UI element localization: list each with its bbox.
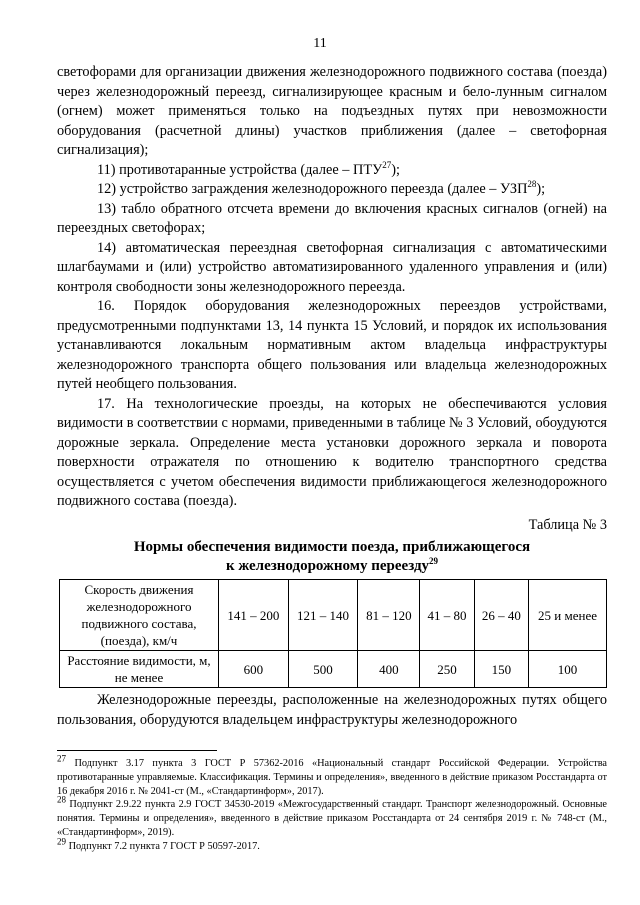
paragraph-continuation: светофорами для организации движения железнодорожного подвижного состава (поезда) через железнодорожный переезд, сигнализирующее красным и бело-лунным сигналом (огнем) может применяться только на подъездных путях при невозможности оборудования (расчетной длины) участков приближения (далее – светофорная сигнализация); [57, 64, 607, 158]
list-item-11 [57, 161, 607, 181]
table-caption: Таблица № 3 [528, 516, 607, 533]
table-cell-distance-3: 400 [358, 651, 420, 688]
paragraph-16: 16. Порядок оборудования железнодорожных переездов устройствами, предусмотренными подпунктами 13, 14 пункта 15 Условий, и порядок их использования устанавливаются локальным нормативным актом владельца инфраструктуры железнодорожного транспорта общего пользования или владельца железнодорожных путей необщего пользования. [57, 298, 607, 392]
footnote-29 [57, 836, 607, 854]
list-item-12 [57, 180, 607, 200]
visibility-norms-table [59, 579, 607, 688]
table-cell-speed-label: Скорость движения железнодорожного подвижного состава, (поезда), км/ч [60, 580, 219, 651]
footnote-mark-28: 28 [57, 794, 66, 805]
footnote-mark-27: 27 [57, 753, 66, 764]
table-cell-distance-1: 600 [219, 651, 289, 688]
table-title [57, 538, 607, 576]
list-item-12-end: ); [536, 181, 546, 197]
table-cell-distance-5: 150 [474, 651, 528, 688]
table-cell-distance-4: 250 [420, 651, 474, 688]
list-item-11-end: ); [391, 161, 400, 178]
footnote-mark-29: 29 [57, 836, 66, 847]
footnote-28-text: Подпункт 2.9.22 пункта 2.9 ГОСТ 34530-2019 «Межгосударственный стандарт. Транспорт железнодорожный. Основные понятия. Термины и определения», введенного в действие приказом Росстандарта от 24 сентября 2019 г. № 748-ст (М., «Стандартинформ», 2019). [57, 799, 607, 838]
footnote-ref-27: 27 [382, 159, 392, 170]
table-cell-distance-2: 500 [288, 651, 358, 688]
table-cell-distance-6: 100 [529, 651, 607, 688]
paragraph-after-table: Железнодорожные переезды, расположенные на железнодорожных путях общего пользования, оборудуются владельцем инфраструктуры железнодорожного [57, 692, 607, 728]
footnote-27 [57, 753, 607, 798]
paragraph-17: 17. На технологические проезды, на которых не обеспечиваются условия видимости в соответствии с нормами, приведенными в таблице № 3 Условий, обоудуются дорожные зеркала. Определение места установки дорожного зеркала и поворота поверхности отражателя по отношению к водителю транспортного средства осуществляется с учетом обеспечения видимости приближающегося железнодорожного подвижного состава (поезда). [57, 395, 607, 509]
table-cell-speed-1: 141 – 200 [219, 580, 289, 651]
table-cell-speed-6: 25 и менее [529, 580, 607, 651]
footnote-ref-29: 29 [429, 556, 439, 566]
footnote-separator [57, 750, 217, 751]
table-row-speed [60, 580, 607, 651]
list-item-11-text: 11) противотаранные устройства (далее – ПТУ [97, 161, 383, 178]
table-cell-distance-label: Расстояние видимости, м, не менее [60, 651, 219, 688]
page-number: 11 [313, 36, 327, 51]
list-item-12-text: 12) устройство заграждения железнодорожного переезда (далее – УЗП [97, 181, 528, 197]
document-body [57, 63, 607, 730]
table-cell-speed-3: 81 – 120 [358, 580, 420, 651]
footnote-28 [57, 794, 607, 839]
list-item-14: 14) автоматическая переездная светофорная сигнализация с автоматическими шлагбаумами и (или) устройство автоматизированного удаленного управления и (или) контроля свободности зоны железнодорожного переезда. [57, 239, 607, 295]
table-row-distance [60, 651, 607, 688]
footnote-29-text: Подпункт 7.2 пункта 7 ГОСТ Р 50597-2017. [66, 840, 260, 852]
table-title-line2: к железнодорожному переезду [225, 558, 430, 574]
footnote-ref-28: 28 [527, 179, 537, 190]
table-title-line1: Нормы обеспечения видимости поезда, приближающегося [133, 539, 531, 555]
table-cell-speed-4: 41 – 80 [420, 580, 474, 651]
footnotes [57, 753, 607, 854]
table-cell-speed-2: 121 – 140 [288, 580, 358, 651]
footnote-27-text: Подпункт 3.17 пункта 3 ГОСТ Р 57362-2016 «Национальный стандарт Российской Федерации. Устройства противотаранные управляемые. Классификация. Термины и определения», введенного в действие приказом Росстандарта от 16 декабря 2016 г. № 2041-ст (М., «Стандартинформ», 2017). [57, 758, 607, 797]
list-item-13: 13) табло обратного отсчета времени до включения красных сигналов (огней) на переездных светофорах; [57, 200, 607, 236]
table-cell-speed-5: 26 – 40 [474, 580, 528, 651]
